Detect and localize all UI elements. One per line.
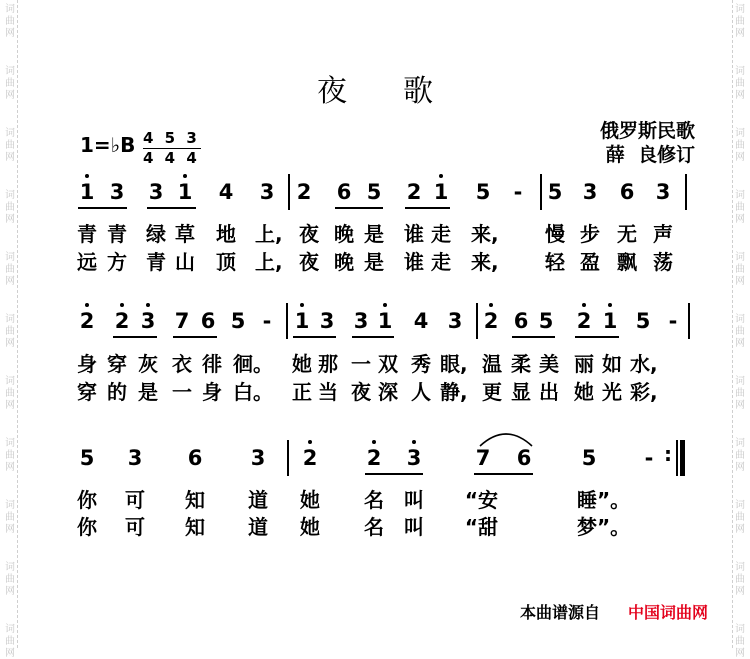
lyric-char: 可 — [125, 515, 145, 539]
watermark-glyph: 词 — [5, 4, 15, 15]
note: 2 — [366, 446, 382, 470]
note: 1 — [433, 180, 449, 204]
underline — [335, 207, 383, 209]
watermark-glyph: 曲 — [735, 574, 745, 585]
song-title: 夜歌 — [317, 74, 489, 109]
lyric-char: 荡 — [653, 250, 673, 274]
note: 2 — [79, 309, 95, 333]
watermark-glyph: 曲 — [5, 512, 15, 523]
note: 5 — [581, 446, 597, 470]
lyric-char: 盈 — [580, 250, 600, 274]
watermark-glyph: 词 — [5, 252, 15, 263]
watermark-glyph: 网 — [5, 400, 15, 411]
note: 3 — [259, 180, 275, 204]
lyric-char: 上, — [255, 222, 283, 246]
watermark-glyph: 曲 — [5, 636, 15, 647]
lyric-char: 叫 — [404, 515, 424, 539]
note: 6 — [619, 180, 635, 204]
lyric-char: 梦”。 — [577, 515, 631, 539]
notation-row-2 — [0, 309, 750, 349]
lyric-char: 走 — [431, 250, 451, 274]
time-signature-bottom: 4 4 4 — [143, 149, 200, 167]
lyric-char: 更 — [482, 380, 502, 404]
watermark-glyph: 词 — [5, 500, 15, 511]
lyric-char: 名 — [364, 488, 384, 512]
lyric-char: 睡”。 — [577, 488, 631, 512]
lyric-char: 丽 — [574, 352, 594, 376]
underline — [575, 336, 619, 338]
watermark-glyph: 曲 — [5, 16, 15, 27]
lyric-char: 白。 — [233, 380, 273, 404]
lyric-char: 夜 — [351, 380, 371, 404]
note: 6 — [336, 180, 352, 204]
lyric-char: 人 — [411, 380, 431, 404]
watermark-glyph: 网 — [5, 462, 15, 473]
watermark-glyph: 词 — [5, 66, 15, 77]
watermark-glyph: 网 — [735, 90, 745, 101]
note: 4 — [413, 309, 429, 333]
watermark-glyph: 词 — [735, 190, 745, 201]
lyric-char: 一 — [172, 380, 192, 404]
watermark-glyph: 曲 — [735, 326, 745, 337]
watermark-glyph: 网 — [735, 586, 745, 597]
watermark-glyph: 网 — [5, 214, 15, 225]
note: 3 — [447, 309, 463, 333]
lyric-char: 她 — [292, 352, 312, 376]
note: 4 — [218, 180, 234, 204]
lyric-char: 双 — [378, 352, 398, 376]
lyric-char: 徘 — [202, 352, 222, 376]
watermark-glyph: 曲 — [735, 388, 745, 399]
note: 6 — [516, 446, 532, 470]
bar-line — [540, 174, 542, 210]
lyric-char: 走 — [431, 222, 451, 246]
lyric-char: 轻 — [545, 250, 565, 274]
lyric-char: 你 — [77, 515, 97, 539]
note: 3 — [148, 180, 164, 204]
watermark-glyph: 网 — [735, 338, 745, 349]
watermark-glyph: 曲 — [5, 202, 15, 213]
note: 5 — [230, 309, 246, 333]
time-signature — [143, 130, 201, 167]
lyric-char: 你 — [77, 488, 97, 512]
lyric-char: 如 — [602, 352, 622, 376]
note: 6 — [187, 446, 203, 470]
note: 5 — [366, 180, 382, 204]
bar-line — [286, 303, 288, 339]
note: 3 — [109, 180, 125, 204]
watermark-glyph: 网 — [5, 648, 15, 659]
lyric-char: 的 — [107, 380, 127, 404]
bar-line — [685, 174, 687, 210]
underline — [405, 207, 450, 209]
watermark-glyph: 网 — [5, 586, 15, 597]
lyric-char: 山 — [175, 250, 195, 274]
lyric-char: 出 — [539, 380, 559, 404]
lyric-char: 慢 — [545, 222, 565, 246]
watermark-glyph: 曲 — [735, 16, 745, 27]
watermark-glyph: 曲 — [735, 264, 745, 275]
note: 5 — [547, 180, 563, 204]
lyric-char: 灰 — [138, 352, 158, 376]
lyric-char: 穿 — [77, 380, 97, 404]
watermark-glyph: 曲 — [735, 512, 745, 523]
lyric-char: 晚 — [334, 222, 354, 246]
lyric-char: 知 — [185, 488, 205, 512]
note: 5 — [475, 180, 491, 204]
lyric-char: 是 — [138, 380, 158, 404]
note: 1 — [602, 309, 618, 333]
watermark-glyph: 词 — [5, 438, 15, 449]
lyric-char: 衣 — [172, 352, 192, 376]
note: 7 — [475, 446, 491, 470]
lyric-char: 地 — [216, 222, 236, 246]
watermark-glyph: 网 — [735, 648, 745, 659]
watermark-glyph: 曲 — [5, 140, 15, 151]
note: 5 — [79, 446, 95, 470]
watermark-glyph: 网 — [735, 276, 745, 287]
lyric-char: 深 — [378, 380, 398, 404]
lyric-char: 道 — [248, 488, 268, 512]
lyric-char: 显 — [511, 380, 531, 404]
bar-line — [476, 303, 478, 339]
watermark-glyph: 网 — [5, 524, 15, 535]
watermark-glyph: 网 — [5, 90, 15, 101]
reviser-credit: 薛 良修订 — [605, 144, 695, 166]
watermark-glyph: 词 — [735, 4, 745, 15]
underline — [512, 336, 555, 338]
lyric-char: 一 — [351, 352, 371, 376]
watermark-glyph: 网 — [735, 28, 745, 39]
lyric-char: 静, — [440, 380, 468, 404]
notation-row-1 — [0, 180, 750, 220]
watermark-glyph: 网 — [735, 214, 745, 225]
watermark-glyph: 曲 — [735, 140, 745, 151]
lyric-char: 顶 — [216, 250, 236, 274]
watermark-glyph: 曲 — [5, 450, 15, 461]
lyric-char: 远 — [77, 250, 97, 274]
notation-row-3 — [0, 442, 750, 486]
final-bar-thin — [676, 440, 678, 476]
watermark-glyph: 曲 — [5, 264, 15, 275]
note: 2 — [406, 180, 422, 204]
note: 1 — [79, 180, 95, 204]
lyric-char: 声 — [653, 222, 673, 246]
watermark-glyph: 网 — [5, 338, 15, 349]
watermark-glyph: 词 — [5, 190, 15, 201]
note: - — [513, 180, 523, 204]
lyric-char: 正 — [292, 380, 312, 404]
watermark-glyph: 曲 — [5, 326, 15, 337]
watermark-glyph: 词 — [735, 314, 745, 325]
lyric-char: 名 — [364, 515, 384, 539]
note: 3 — [319, 309, 335, 333]
underline — [173, 336, 217, 338]
slur — [478, 426, 534, 448]
lyric-char: 知 — [185, 515, 205, 539]
note: 2 — [302, 446, 318, 470]
note: - — [644, 446, 654, 470]
lyric-char: 眼, — [440, 352, 468, 376]
watermark-glyph: 网 — [5, 28, 15, 39]
lyric-char: 是 — [364, 250, 384, 274]
lyric-char: 是 — [364, 222, 384, 246]
note: 2 — [483, 309, 499, 333]
watermark-glyph: 词 — [735, 128, 745, 139]
watermark-glyph: 网 — [735, 462, 745, 473]
lyric-char: 步 — [580, 222, 600, 246]
underline — [293, 336, 336, 338]
source-brand-link[interactable]: 中国词曲网 — [628, 603, 709, 622]
lyric-row-1-verse-1 — [0, 218, 750, 244]
key-signature: 1=♭B — [80, 133, 136, 157]
note: 2 — [296, 180, 312, 204]
note: 3 — [406, 446, 422, 470]
lyric-row-1-verse-2 — [0, 246, 750, 272]
watermark-glyph: 网 — [735, 524, 745, 535]
lyric-char: 她 — [300, 515, 320, 539]
watermark-glyph: 词 — [5, 624, 15, 635]
watermark-glyph: 曲 — [735, 636, 745, 647]
lyric-char: 光 — [602, 380, 622, 404]
note: - — [262, 309, 272, 333]
underline — [474, 473, 533, 475]
lyric-char: 当 — [318, 380, 338, 404]
repeat-dots: : — [664, 442, 672, 466]
time-signature-top: 4 5 3 — [143, 129, 200, 147]
watermark-glyph: 词 — [735, 252, 745, 263]
note: 1 — [377, 309, 393, 333]
lyric-char: 绿 — [146, 222, 166, 246]
note: 3 — [140, 309, 156, 333]
lyric-char: 谁 — [404, 222, 424, 246]
watermark-glyph: 曲 — [5, 574, 15, 585]
note: 2 — [114, 309, 130, 333]
underline — [365, 473, 423, 475]
lyric-char: 青 — [77, 222, 97, 246]
watermark-glyph: 曲 — [735, 78, 745, 89]
note: 5 — [635, 309, 651, 333]
lyric-char: 来, — [471, 222, 499, 246]
note: 3 — [655, 180, 671, 204]
underline — [78, 207, 127, 209]
source-label: 本曲谱源自 — [520, 603, 601, 622]
lyric-char: 她 — [574, 380, 594, 404]
underline — [352, 336, 394, 338]
lyric-char: 草 — [175, 222, 195, 246]
lyric-char: 晚 — [334, 250, 354, 274]
watermark-glyph: 词 — [735, 438, 745, 449]
watermark-glyph: 曲 — [735, 202, 745, 213]
lyric-row-3-verse-1 — [0, 484, 750, 510]
lyric-char: 道 — [248, 515, 268, 539]
note: 3 — [353, 309, 369, 333]
note: 5 — [538, 309, 554, 333]
lyric-char: 夜 — [299, 250, 319, 274]
lyric-char: “安 — [464, 488, 498, 512]
note: 7 — [174, 309, 190, 333]
lyric-char: 彩, — [630, 380, 658, 404]
lyric-char: 谁 — [404, 250, 424, 274]
watermark-glyph: 词 — [735, 624, 745, 635]
note: 6 — [513, 309, 529, 333]
lyric-char: 穿 — [107, 352, 127, 376]
lyric-char: 水, — [630, 352, 658, 376]
lyric-char: 那 — [318, 352, 338, 376]
lyric-char: 青 — [146, 250, 166, 274]
watermark-glyph: 词 — [735, 66, 745, 77]
bar-line — [688, 303, 690, 339]
lyric-char: 飘 — [617, 250, 637, 274]
watermark-glyph: 词 — [5, 314, 15, 325]
note: 2 — [576, 309, 592, 333]
note: 1 — [177, 180, 193, 204]
lyric-char: “甜 — [464, 515, 498, 539]
watermark-glyph: 词 — [5, 128, 15, 139]
watermark-glyph: 词 — [735, 562, 745, 573]
note: 6 — [200, 309, 216, 333]
watermark-glyph: 词 — [735, 500, 745, 511]
note: - — [668, 309, 678, 333]
underline — [147, 207, 196, 209]
lyric-char: 叫 — [404, 488, 424, 512]
watermark-glyph: 网 — [735, 400, 745, 411]
watermark-glyph: 网 — [5, 276, 15, 287]
lyric-char: 身 — [77, 352, 97, 376]
bar-line — [287, 440, 289, 476]
watermark-glyph: 曲 — [5, 388, 15, 399]
origin-credit: 俄罗斯民歌 — [599, 120, 695, 142]
lyric-char: 她 — [300, 488, 320, 512]
watermark-glyph: 词 — [5, 376, 15, 387]
lyric-char: 夜 — [299, 222, 319, 246]
lyric-char: 美 — [539, 352, 559, 376]
note: 3 — [250, 446, 266, 470]
underline — [113, 336, 157, 338]
lyric-char: 徊。 — [233, 352, 273, 376]
note: 1 — [294, 309, 310, 333]
watermark-glyph: 词 — [735, 376, 745, 387]
final-bar-thick — [680, 440, 685, 476]
lyric-char: 青 — [107, 222, 127, 246]
lyric-char: 柔 — [511, 352, 531, 376]
watermark-glyph: 网 — [5, 152, 15, 163]
bar-line — [288, 174, 290, 210]
lyric-row-3-verse-2 — [0, 511, 750, 537]
watermark-glyph: 网 — [735, 152, 745, 163]
lyric-char: 无 — [617, 222, 637, 246]
lyric-char: 方 — [107, 250, 127, 274]
note: 3 — [127, 446, 143, 470]
watermark-glyph: 词 — [5, 562, 15, 573]
note: 3 — [582, 180, 598, 204]
watermark-glyph: 曲 — [5, 78, 15, 89]
lyric-char: 温 — [482, 352, 502, 376]
lyric-char: 身 — [202, 380, 222, 404]
lyric-char: 上, — [255, 250, 283, 274]
watermark-glyph: 曲 — [735, 450, 745, 461]
lyric-char: 来, — [471, 250, 499, 274]
lyric-row-2-verse-2 — [0, 376, 750, 402]
lyric-row-2-verse-1 — [0, 348, 750, 374]
lyric-char: 秀 — [411, 352, 431, 376]
lyric-char: 可 — [125, 488, 145, 512]
